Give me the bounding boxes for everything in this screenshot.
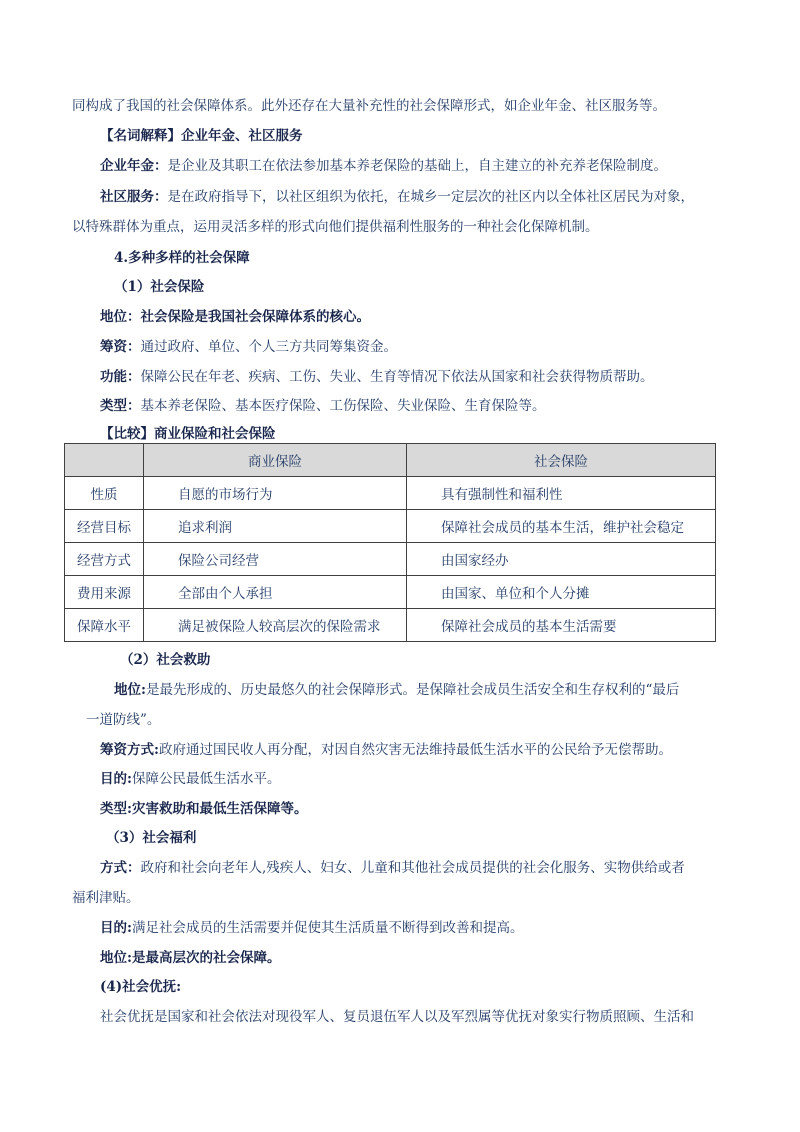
section-4-heading: 4.多种多样的社会保障 bbox=[114, 250, 250, 266]
pension-definition bbox=[100, 156, 667, 176]
glossary-heading: 【名词解释】企业年金、社区服务 bbox=[100, 128, 303, 144]
insurance-function-label: 功能： bbox=[100, 369, 141, 385]
row-label: 性质 bbox=[65, 477, 144, 510]
row-label: 经营目标 bbox=[65, 510, 144, 543]
community-label: 社区服务： bbox=[100, 189, 168, 205]
community-text: 是在政府指导下，以社区组织为依托，在城乡一定层次的社区内以全体社区居民为对象， bbox=[167, 189, 694, 205]
special-care-text: 社会优抚是国家和社会依法对现役军人、复员退伍军人以及军烈属等优抚对象实行物质照顾、生活和 bbox=[100, 1009, 694, 1025]
row-label: 费用来源 bbox=[65, 576, 144, 609]
insurance-function-text: 保障公民在年老、疾病、工伤、失业、生育等情况下依法从国家和社会获得物质帮助。 bbox=[140, 369, 654, 385]
social-cell: 由国家、单位和个人分摊 bbox=[407, 576, 716, 609]
welfare-heading: （3）社会福利 bbox=[106, 830, 197, 846]
welfare-method-cont: 福利津贴。 bbox=[72, 890, 140, 906]
assistance-position bbox=[114, 680, 679, 700]
insurance-funding-label: 筹资： bbox=[100, 339, 141, 355]
social-cell: 保障社会成员的基本生活需要 bbox=[407, 609, 716, 642]
table-row bbox=[65, 510, 716, 543]
commercial-cell: 自愿的市场行为 bbox=[144, 477, 407, 510]
special-care-heading: (4)社会优抚: bbox=[100, 979, 182, 995]
assistance-goal bbox=[100, 769, 280, 789]
assistance-heading: （2）社会救助 bbox=[120, 652, 211, 668]
welfare-goal bbox=[100, 918, 523, 938]
table-row bbox=[65, 576, 716, 609]
table-row bbox=[65, 543, 716, 576]
community-definition bbox=[100, 187, 694, 207]
commercial-cell: 满足被保险人较高层次的保险需求 bbox=[144, 609, 407, 642]
assistance-goal-text: 保障公民最低生活水平。 bbox=[131, 771, 281, 787]
assistance-type-label: 类型: bbox=[100, 801, 132, 817]
table-row bbox=[65, 477, 716, 510]
welfare-method-label: 方式： bbox=[100, 860, 141, 876]
compare-heading: 【比较】商业保险和社会保险 bbox=[100, 426, 276, 442]
assistance-type-text: 灾害救助和最低生活保障等。 bbox=[131, 801, 308, 817]
row-label: 保障水平 bbox=[65, 609, 144, 642]
welfare-method bbox=[100, 858, 685, 878]
assistance-funding bbox=[100, 740, 672, 760]
assistance-funding-label: 筹资方式: bbox=[100, 742, 159, 758]
welfare-position-label: 地位: bbox=[100, 950, 132, 966]
welfare-goal-text: 满足社会成员的生活需要并促使其生活质量不断得到改善和提高。 bbox=[131, 920, 524, 936]
social-cell: 保障社会成员的基本生活，维护社会稳定 bbox=[407, 510, 716, 543]
insurance-heading: （1）社会保险 bbox=[114, 279, 205, 295]
insurance-type-text: 基本养老保险、基本医疗保险、工伤保险、失业保险、生育保险等。 bbox=[140, 398, 546, 414]
table-row bbox=[65, 609, 716, 642]
assistance-type bbox=[100, 799, 307, 819]
welfare-method-text: 政府和社会向老年人,残疾人、妇女、儿童和其他社会成员提供的社会化服务、实物供给或者 bbox=[140, 860, 685, 876]
pension-label: 企业年金： bbox=[100, 158, 168, 174]
insurance-funding bbox=[100, 337, 397, 357]
assistance-funding-text: 政府通过国民收人再分配，对因自然灾害无法维持最低生活水平的公民给予无偿帮助。 bbox=[158, 742, 672, 758]
commercial-cell: 追求利润 bbox=[144, 510, 407, 543]
commercial-cell: 全部由个人承担 bbox=[144, 576, 407, 609]
column-header: 社会保险 bbox=[407, 444, 716, 477]
social-cell: 具有强制性和福利性 bbox=[407, 477, 716, 510]
community-definition-cont: 以特殊群体为重点，运用灵活多样的形式向他们提供福利性服务的一种社会化保障机制。 bbox=[72, 219, 599, 235]
insurance-position-label: 地位： bbox=[100, 309, 141, 325]
insurance-position bbox=[100, 307, 370, 327]
welfare-position bbox=[100, 948, 280, 968]
insurance-position-text: 社会保险是我国社会保障体系的核心。 bbox=[140, 309, 370, 325]
column-header: 商业保险 bbox=[144, 444, 407, 477]
assistance-position-text: 是最先形成的、历史最悠久的社会保障形式。是保障社会成员生活安全和生存权利的“最后 bbox=[145, 682, 680, 698]
paragraph-continuation: 同构成了我国的社会保障体系。此外还存在大量补充性的社会保障形式，如企业年金、社区服务等。 bbox=[72, 98, 666, 114]
pension-text: 是企业及其职工在依法参加基本养老保险的基础上，自主建立的补充养老保险制度。 bbox=[167, 158, 667, 174]
commercial-cell: 保险公司经营 bbox=[144, 543, 407, 576]
assistance-goal-label: 目的: bbox=[100, 771, 132, 787]
social-cell: 由国家经办 bbox=[407, 543, 716, 576]
insurance-type bbox=[100, 396, 546, 416]
row-label: 经营方式 bbox=[65, 543, 144, 576]
table-header-row bbox=[65, 444, 716, 477]
welfare-goal-label: 目的: bbox=[100, 920, 132, 936]
column-header bbox=[65, 444, 144, 477]
assistance-position-cont: 一道防线”。 bbox=[86, 712, 161, 728]
insurance-type-label: 类型： bbox=[100, 398, 141, 414]
insurance-function bbox=[100, 367, 654, 387]
welfare-position-text: 是最高层次的社会保障。 bbox=[131, 950, 281, 966]
insurance-funding-text: 通过政府、单位、个人三方共同筹集资金。 bbox=[140, 339, 397, 355]
assistance-position-label: 地位: bbox=[114, 682, 146, 698]
comparison-table bbox=[64, 443, 716, 642]
